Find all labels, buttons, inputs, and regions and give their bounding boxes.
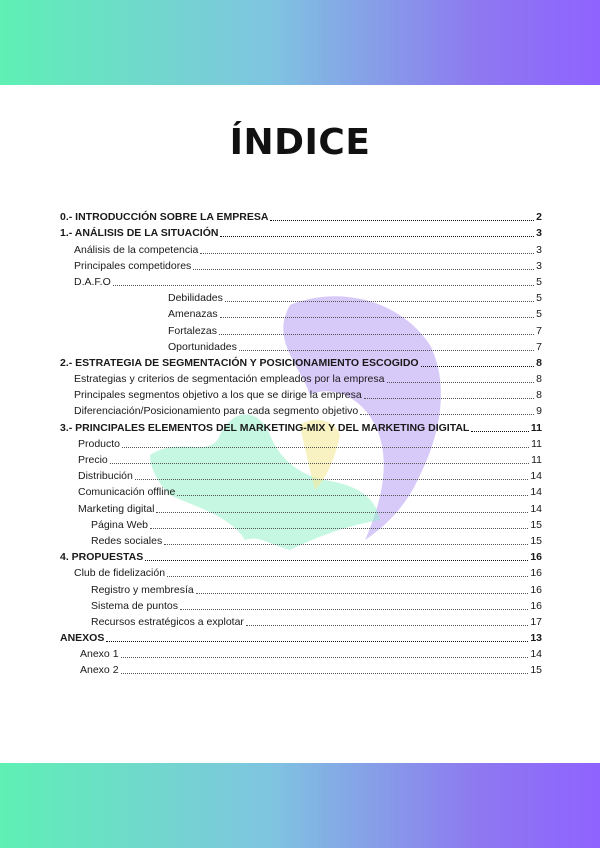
toc-entry-title: Principales competidores <box>74 259 192 272</box>
toc-entry-title: 2.- ESTRATEGIA DE SEGMENTACIÓN Y POSICIONAMIENTO ESCOGIDO <box>60 356 419 369</box>
toc-entry-page-number: 11 <box>531 437 542 450</box>
toc-entry-title: Sistema de puntos <box>91 599 178 612</box>
toc-entry-page-number: 14 <box>530 486 542 499</box>
toc-dot-leader <box>270 220 534 221</box>
toc-entry-title: 4. PROPUESTAS <box>60 551 144 564</box>
toc-entry-title: Estrategias y criterios de segmentación empleados por la empresa <box>74 373 385 386</box>
toc-entry[interactable] <box>60 321 542 337</box>
toc-dot-leader <box>164 544 528 545</box>
toc-entry[interactable] <box>60 240 542 256</box>
toc-entry[interactable] <box>60 208 542 224</box>
toc-entry[interactable] <box>60 257 542 273</box>
toc-entry[interactable] <box>60 597 542 613</box>
toc-entry-title: Anexo 1 <box>80 648 119 661</box>
toc-entry-title: Comunicación offline <box>78 486 176 499</box>
toc-entry-title: Marketing digital <box>78 502 155 515</box>
toc-entry[interactable] <box>60 305 542 321</box>
toc-dot-leader <box>145 560 528 561</box>
toc-entry[interactable] <box>60 354 542 370</box>
toc-entry-title: Fortalezas <box>168 324 218 337</box>
toc-dot-leader <box>177 495 528 496</box>
toc-entry-title: 3.- PRINCIPALES ELEMENTOS DEL MARKETING-MIX Y DEL MARKETING DIGITAL <box>60 421 470 434</box>
toc-entry[interactable] <box>60 338 542 354</box>
toc-entry-title: Análisis de la competencia <box>74 243 199 256</box>
toc-entry-page-number: 5 <box>536 292 542 305</box>
toc-entry[interactable] <box>60 629 542 645</box>
toc-entry[interactable] <box>60 386 542 402</box>
toc-entry-page-number: 16 <box>530 567 542 580</box>
toc-dot-leader <box>110 463 529 464</box>
toc-dot-leader <box>121 673 529 674</box>
toc-entry-page-number: 8 <box>536 373 542 386</box>
toc-entry-page-number: 14 <box>530 502 542 515</box>
toc-entry-page-number: 3 <box>536 243 542 256</box>
toc-entry-title: 1.- ANÁLISIS DE LA SITUACIÓN <box>60 227 219 240</box>
toc-dot-leader <box>113 285 534 286</box>
toc-entry[interactable] <box>60 548 542 564</box>
toc-entry-page-number: 14 <box>530 470 542 483</box>
toc-entry-title: Registro y membresía <box>91 583 194 596</box>
toc-entry[interactable] <box>60 435 542 451</box>
toc-dot-leader <box>220 317 535 318</box>
toc-entry-page-number: 5 <box>536 308 542 321</box>
toc-entry[interactable] <box>60 580 542 596</box>
toc-entry[interactable] <box>60 289 542 305</box>
toc-entry-title: 0.- INTRODUCCIÓN SOBRE LA EMPRESA <box>60 211 269 224</box>
toc-dot-leader <box>200 253 534 254</box>
toc-entry-page-number: 14 <box>530 648 542 661</box>
toc-dot-leader <box>196 593 529 594</box>
toc-entry-page-number: 9 <box>536 405 542 418</box>
toc-entry-page-number: 13 <box>530 632 542 645</box>
toc-entry-title: Redes sociales <box>91 534 163 547</box>
page-title: ÍNDICE <box>229 122 371 163</box>
toc-dot-leader <box>471 431 529 432</box>
toc-entry-page-number: 7 <box>536 324 542 337</box>
toc-dot-leader <box>219 334 534 335</box>
toc-entry[interactable] <box>60 224 542 240</box>
toc-dot-leader <box>122 447 529 448</box>
toc-entry-title: Amenazas <box>168 308 218 321</box>
toc-entry-page-number: 11 <box>531 454 542 466</box>
toc-dot-leader <box>387 382 535 383</box>
toc-entry-title: Principales segmentos objetivo a los que se dirige la empresa <box>74 389 362 402</box>
toc-entry-title: D.A.F.O <box>74 275 111 288</box>
toc-dot-leader <box>121 657 529 658</box>
toc-entry-page-number: 15 <box>530 518 542 531</box>
toc-entry[interactable] <box>60 451 542 467</box>
toc-dot-leader <box>239 350 534 351</box>
toc-entry-page-number: 5 <box>536 275 542 288</box>
toc-entry-title: Página Web <box>91 518 149 531</box>
toc-dot-leader <box>156 512 528 513</box>
toc-entry-page-number: 16 <box>530 583 542 596</box>
toc-entry[interactable] <box>60 467 542 483</box>
bottom-gradient-band <box>0 763 600 848</box>
toc-entry[interactable] <box>60 532 542 548</box>
toc-entry[interactable] <box>60 418 542 434</box>
toc-entry-page-number: 3 <box>536 259 542 272</box>
toc-entry-page-number: 17 <box>530 615 542 628</box>
toc-entry[interactable] <box>60 613 542 629</box>
toc-dot-leader <box>167 576 528 577</box>
toc-entry-page-number: 3 <box>536 227 542 240</box>
toc-dot-leader <box>150 528 528 529</box>
toc-entry-page-number: 16 <box>530 599 542 612</box>
toc-entry-title: Debilidades <box>168 292 223 305</box>
toc-dot-leader <box>360 414 534 415</box>
toc-dot-leader <box>225 301 534 302</box>
toc-entry-page-number: 2 <box>536 211 542 224</box>
toc-entry-title: Anexo 2 <box>80 664 119 677</box>
toc-entry[interactable] <box>60 516 542 532</box>
toc-entry-page-number: 8 <box>536 356 542 369</box>
toc-entry-page-number: 8 <box>536 389 542 402</box>
toc-entry[interactable] <box>60 661 542 677</box>
toc-entry[interactable] <box>60 564 542 580</box>
toc-entry[interactable] <box>60 402 542 418</box>
toc-entry-title: Recursos estratégicos a explotar <box>91 615 244 628</box>
toc-dot-leader <box>246 625 528 626</box>
toc-entry[interactable] <box>60 273 542 289</box>
toc-entry-title: ANEXOS <box>60 632 105 645</box>
toc-entry[interactable] <box>60 645 542 661</box>
toc-entry-title: Club de fidelización <box>74 567 166 580</box>
toc-entry-page-number: 7 <box>536 340 542 353</box>
toc-entry-page-number: 11 <box>530 421 542 434</box>
toc-entry-title: Oportunidades <box>168 340 237 353</box>
toc-dot-leader <box>180 609 528 610</box>
toc-entry[interactable] <box>60 499 542 515</box>
toc-entry-page-number: 15 <box>530 664 542 677</box>
toc-entry-title: Distribución <box>78 470 133 483</box>
toc-dot-leader <box>106 641 528 642</box>
toc-dot-leader <box>220 236 534 237</box>
toc-entry-page-number: 16 <box>530 551 542 564</box>
toc-entry-title: Producto <box>78 437 121 450</box>
toc-entry-page-number: 15 <box>530 534 542 547</box>
top-gradient-band <box>0 0 600 85</box>
toc-entry[interactable] <box>60 370 542 386</box>
toc-entry[interactable] <box>60 483 542 499</box>
toc-dot-leader <box>364 398 534 399</box>
table-of-contents <box>60 208 542 677</box>
toc-entry-title: Diferenciación/Posicionamiento para cada segmento objetivo <box>74 405 359 418</box>
toc-dot-leader <box>421 366 535 367</box>
toc-dot-leader <box>193 269 534 270</box>
toc-dot-leader <box>135 479 528 480</box>
toc-entry-title: Precio <box>78 454 108 466</box>
